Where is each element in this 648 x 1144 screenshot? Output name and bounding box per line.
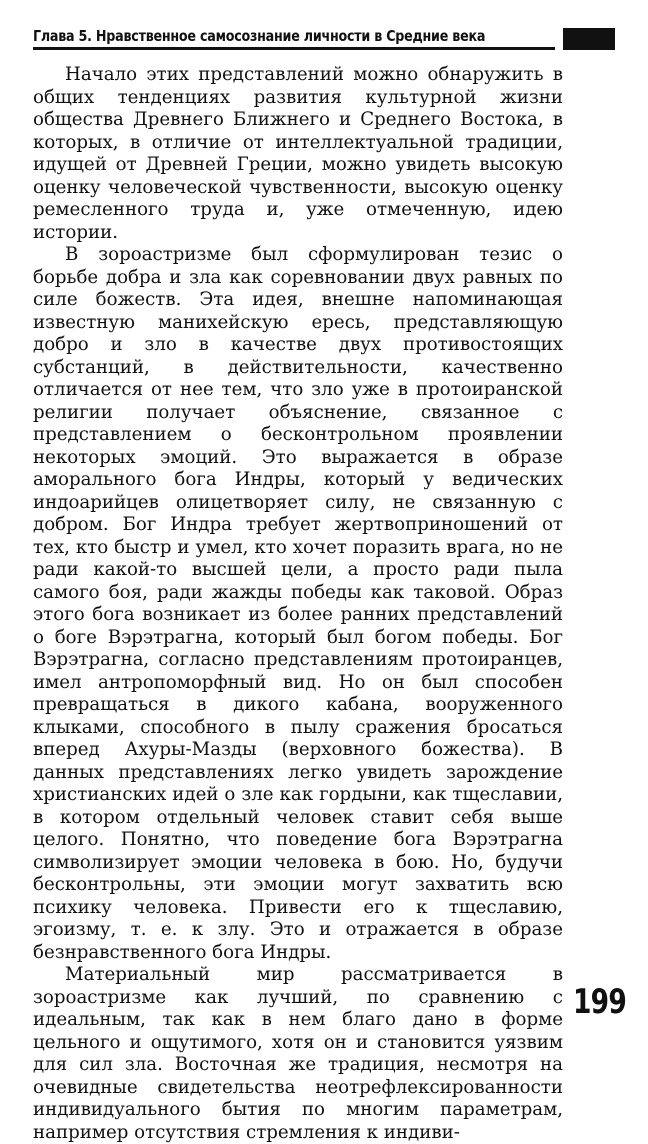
running-header (33, 26, 555, 50)
chapter-running-title: Глава 5. Нравственное самосознание личности в Средние века (33, 27, 486, 45)
paragraph-2: В зороастризме был сформулирован тезис о борьбе добра и зла как соревновании двух равных по силе божеств. Эта идея, внешне напоминающая известную манихейскую ересь, представляющую добро и зло в качестве двух противостоящих субстанций, в действительности, качественно отличается от нее тем, что зло уже в протоиранской религии получает объяснение, связанное с представлением о бесконтрольном проявлении некоторых эмоций. Это выражается в образе аморального бога Индры, который у ведических индоарийцев олицетворяет силу, не связанную с добром. Бог Индра требует жертвоприношений от тех, кто быстр и умел, кто хочет поразить врага, но не ради какой-то высшей цели, а просто ради пыла самого боя, ради жажды победы как таковой. Образ этого бога возникает из более ранних представлений о боге Вэрэтрагна, который был богом победы. Бог Вэрэтрагна, согласно представлениям протоиранцев, имел антропоморфный вид. Но он был способен превращаться в дикого кабана, вооруженного клыками, способного в пылу сражения бросаться вперед Ахуры-Мазды (верховного божества). В данных представлениях легко увидеть зарождение христианских идей о зле как гордыни, как тщеславии, в котором отдельный человек ставит себя выше целого. Понятно, что поведение бога Вэрэтрагна символизирует эмоции человека в бою. Но, будучи бесконтрольны, эти эмоции могут захватить всю психику человека. Привести его к тщеславию, эгоизму, т. е. к злу. Это и отражается в образе безнравственного бога Индры. (33, 244, 563, 963)
paragraph-3: Материальный мир рассматривается в зороастризме как лучший, по сравнению с идеальным, так как в нем благо дано в форме цельного и ощутимого, хотя он и становится уязвим для сил зла. Восточная же традиция, несмотря на очевидные свидетельства неотрефлексированности индивидуального бытия по многим параметрам, например отсутствия стремления к индиви- (33, 964, 563, 1143)
paragraph-1: Начало этих представлений можно обнаружить в общих тенденциях развития культурной жизни общества Древнего Ближнего и Среднего Востока, в которых, в отличие от интеллектуальной традиции, идущей от Древней Греции, можно увидеть высокую оценку человеческой чувственности, высокую оценку ремесленного труда и, уже отмеченную, идею истории. (33, 64, 563, 243)
page-number: 199 (573, 982, 627, 1022)
header-black-bar (563, 28, 615, 50)
page-body (33, 64, 563, 1144)
